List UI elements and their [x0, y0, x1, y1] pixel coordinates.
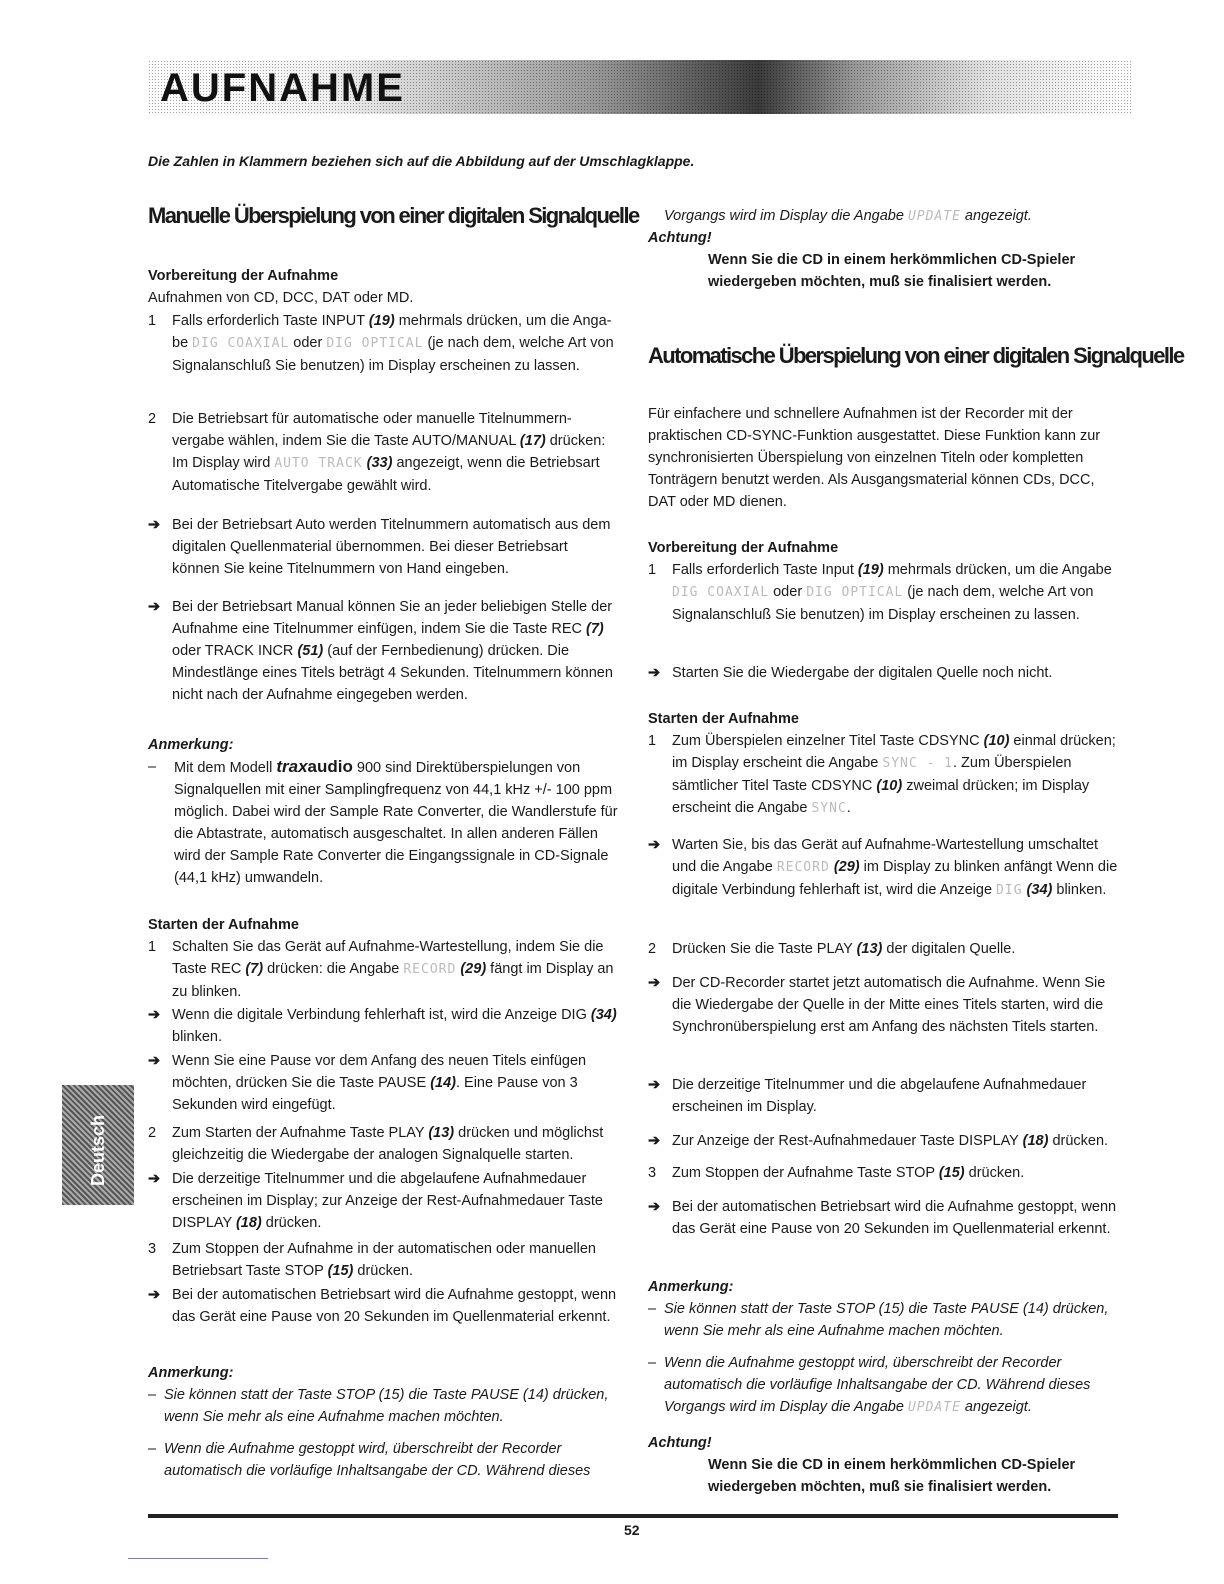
- arrow-note: ➔ Wenn die digitale Verbindung fehlerhaft ist, wird die Anzeige DIG (34) blinken.: [148, 1004, 618, 1048]
- step-2: 2 Die Betriebsart für automatische oder manuelle Titelnummern-vergabe wählen, indem Sie die Taste AUTO/MANUAL (17) drücken: Im Display wird AUTO TRACK (33) angezeigt, wenn die Betriebsart Automatische Titelvergabe gewählt wird.: [148, 411, 606, 494]
- arrow-icon: ➔: [148, 1287, 161, 1303]
- note-item: – Sie können statt der Taste STOP (15) die Taste PAUSE (14) drücken, wenn Sie mehr als eine Aufnahme machen möchten.: [648, 1298, 1123, 1342]
- section-title-manual: Manuelle Überspielung von einer digitalen Signalquelle: [148, 203, 639, 228]
- lcd-text: RECORD: [776, 860, 830, 875]
- arrow-note: ➔ Bei der Betriebsart Auto werden Titelnummern automatisch aus dem digitalen Quellenmaterial übernommen. Bei dieser Betriebsart können Sie keine Titelnummern von Hand eingeben.: [148, 514, 618, 580]
- start-heading: Starten der Aufnahme: [148, 917, 299, 933]
- dash-icon: –: [648, 1301, 657, 1317]
- step-number: 1: [148, 313, 157, 329]
- note-item: – Sie können statt der Taste STOP (15) die Taste PAUSE (14) drücken, wenn Sie mehr als eine Aufnahme machen möchten.: [148, 1384, 618, 1428]
- dash-icon: –: [148, 1441, 157, 1457]
- arrow-icon: ➔: [148, 599, 161, 615]
- warning-heading: Achtung!: [648, 1435, 712, 1451]
- prep-heading: Vorbereitung der Aufnahme: [648, 540, 839, 556]
- brand-name: traxaudio: [276, 757, 353, 776]
- arrow-icon: ➔: [648, 1199, 661, 1215]
- step-1: 1 Falls erforderlich Taste INPUT (19) mehrmals drücken, um die Anga-be DIG COAXIAL oder DIG OPTICAL (je nach dem, welche Art von Signalanschluß Sie benutzen) im Display erscheinen zu lassen.: [148, 310, 618, 377]
- lcd-text: DIG OPTICAL: [326, 336, 424, 351]
- prep-step-1: 1 Falls erforderlich Taste Input (19) mehrmals drücken, um die Angabe DIG COAXIAL oder DIG OPTICAL (je nach dem, welche Art von Signalanschluß Sie benutzen) im Display erscheinen zu lassen.: [648, 562, 1112, 623]
- intro-note: Die Zahlen in Klammern beziehen sich auf die Abbildung auf der Umschlagklappe.: [148, 153, 695, 169]
- start-step-1: 1 Zum Überspielen einzelner Titel Taste CDSYNC (10) einmal drücken; im Display erscheint die Angabe SYNC - 1. Zum Überspielen sämtlicher Titel Taste CDSYNC (10) zweimal drücken; im Display erscheint die Angabe SYNC.: [648, 733, 1116, 816]
- start-step-3: 3 Zum Stoppen der Aufnahme in der automatischen oder manuellen Betriebsart Taste STOP (15) drücken.: [148, 1241, 596, 1279]
- start-step-3: 3 Zum Stoppen der Aufnahme Taste STOP (15) drücken.: [648, 1165, 1025, 1181]
- arrow-note: ➔ Zur Anzeige der Rest-Aufnahmedauer Taste DISPLAY (18) drücken.: [648, 1130, 1108, 1152]
- start-step-1: 1 Schalten Sie das Gerät auf Aufnahme-Wartestellung, indem Sie die Taste REC (7) drücken: die Angabe RECORD (29) fängt im Display an zu blinken.: [148, 939, 614, 1000]
- arrow-icon: ➔: [148, 1007, 161, 1023]
- warning-text: Wenn Sie die CD in einem herkömmlichen CD-Spieler wiedergeben möchten, muß sie finalisiert werden.: [708, 252, 1076, 290]
- note-item: – Wenn die Aufnahme gestoppt wird, überschreibt der Recorder automatisch die vorläufige Inhaltsangabe der CD. Während dieses: [148, 1438, 618, 1482]
- start-step-2: 2 Zum Starten der Aufnahme Taste PLAY (13) drücken und möglichst gleichzeitig die Wiedergabe der analogen Signalquelle starten.: [148, 1125, 604, 1163]
- lcd-text: DIG: [996, 883, 1023, 898]
- arrow-note: ➔ Die derzeitige Titelnummer und die abgelaufene Aufnahmedauer erscheinen im Display; zur Anzeige der Rest-Aufnahmedauer Taste DISPLAY (18) drücken.: [148, 1168, 618, 1234]
- footer-rule: [148, 1514, 1118, 1518]
- arrow-note: ➔ Starten Sie die Wiedergabe der digitalen Quelle noch nicht.: [648, 662, 1052, 684]
- dash-icon: –: [148, 1387, 157, 1403]
- note-item: – Wenn die Aufnahme gestoppt wird, überschreibt der Recorder automatisch die vorläufige Inhaltsangabe der CD. Während dieses Vorgangs wird im Display die Angabe UPDATE angezeigt.: [648, 1352, 1123, 1419]
- lcd-text: DIG COAXIAL: [672, 585, 770, 600]
- prep-text: Aufnahmen von CD, DCC, DAT oder MD.: [148, 290, 414, 306]
- arrow-note: ➔ Der CD-Recorder startet jetzt automatisch die Aufnahme. Wenn Sie die Wiedergabe der Quelle in der Mitte eines Titels starten, wird die Synchronüberspielung erst am Anfang des nächsten Titels starten.: [648, 972, 1123, 1038]
- arrow-note: ➔ Bei der automatischen Betriebsart wird die Aufnahme gestoppt, wenn das Gerät eine Pause von 20 Sekunden im Quellenmaterial erkennt.: [648, 1196, 1123, 1240]
- start-heading: Starten der Aufnahme: [648, 711, 799, 727]
- section-title-auto: Automatische Überspielung von einer digitalen Signalquelle: [648, 343, 1184, 368]
- warning-heading: Achtung!: [648, 230, 712, 246]
- arrow-note: ➔ Bei der Betriebsart Manual können Sie an jeder beliebigen Stelle der Aufnahme eine Titelnummer einfügen, indem Sie die Taste REC (7) oder TRACK INCR (51) (auf der Fernbedienung) drücken. Die Mindestlänge eines Titels beträgt 4 Sekunden. Titelnummern können nicht nach der Aufnahme eingegeben werden.: [148, 596, 618, 706]
- warning-text: Wenn Sie die CD in einem herkömmlichen CD-Spieler wiedergeben möchten, muß sie finalisiert werden.: [708, 1457, 1076, 1495]
- page-title: AUFNAHME: [160, 66, 405, 110]
- language-tab: Deutsch: [62, 1085, 134, 1205]
- arrow-note: ➔ Warten Sie, bis das Gerät auf Aufnahme-Wartestellung umschaltet und die Angabe RECORD (29) im Display zu blinken anfängt Wenn die digitale Verbindung fehlerhaft ist, wird die Anzeige DIG (34) blinken.: [648, 834, 1123, 902]
- arrow-icon: ➔: [648, 1133, 661, 1149]
- arrow-icon: ➔: [148, 517, 161, 533]
- note-heading: Anmerkung:: [648, 1279, 734, 1295]
- divider: [128, 1558, 268, 1559]
- lcd-text: UPDATE: [907, 209, 961, 224]
- auto-intro: Für einfachere und schnellere Aufnahmen ist der Recorder mit der praktischen CD-SYNC-Funktion ausgestattet. Diese Funktion kann zur synchronisierten Überspielung von einzelnen Titeln oder kompletten Tonträgern benutzt werden. Als Ausgangsmaterial können CDs, DCC, DAT oder MD dienen.: [648, 406, 1101, 510]
- lcd-text: DIG COAXIAL: [192, 336, 290, 351]
- arrow-note: ➔ Wenn Sie eine Pause vor dem Anfang des neuen Titels einfügen möchten, drücken Sie die Taste PAUSE (14). Eine Pause von 3 Sekunden wird eingefügt.: [148, 1050, 618, 1116]
- arrow-icon: ➔: [148, 1053, 161, 1069]
- page-number: 52: [624, 1522, 640, 1538]
- arrow-icon: ➔: [648, 1077, 661, 1093]
- arrow-note: ➔ Bei der automatischen Betriebsart wird die Aufnahme gestoppt, wenn das Gerät eine Pause von 20 Sekunden im Quellenmaterial erkennt.: [148, 1284, 618, 1328]
- note-heading: Anmerkung:: [148, 737, 234, 753]
- arrow-icon: ➔: [648, 837, 661, 853]
- arrow-icon: ➔: [148, 1171, 161, 1187]
- note-item: – Mit dem Modell traxaudio 900 sind Direktüberspielungen von Signalquellen mit einer Samplingfrequenz von 44,1 kHz +/- 100 ppm möglich. Dabei wird der Sample Rate Converter, die Wandlerstufe für die Abtastrate, automatisch ausgeschaltet. In allen anderen Fällen wird der Sample Rate Converter die Eingangssignale in CD-Signale (44,1 kHz) umwandeln.: [148, 756, 618, 889]
- lcd-text: RECORD: [403, 962, 457, 977]
- arrow-note: ➔ Die derzeitige Titelnummer und die abgelaufene Aufnahmedauer erscheinen im Display.: [648, 1074, 1123, 1118]
- prep-heading: Vorbereitung der Aufnahme: [148, 268, 339, 284]
- dash-icon: –: [148, 759, 157, 775]
- note-heading: Anmerkung:: [148, 1365, 234, 1381]
- lcd-text: DIG OPTICAL: [806, 585, 904, 600]
- start-step-2: 2 Drücken Sie die Taste PLAY (13) der digitalen Quelle.: [648, 941, 1016, 957]
- dash-icon: –: [648, 1355, 657, 1371]
- lcd-text: AUTO TRACK: [274, 456, 363, 471]
- arrow-icon: ➔: [648, 665, 661, 681]
- continued-text: Vorgangs wird im Display die Angabe UPDATE angezeigt.: [664, 208, 1032, 224]
- lcd-text: UPDATE: [907, 1400, 961, 1415]
- lcd-text: SYNC - 1: [882, 756, 953, 771]
- arrow-icon: ➔: [648, 975, 661, 991]
- lcd-text: SYNC: [811, 801, 847, 816]
